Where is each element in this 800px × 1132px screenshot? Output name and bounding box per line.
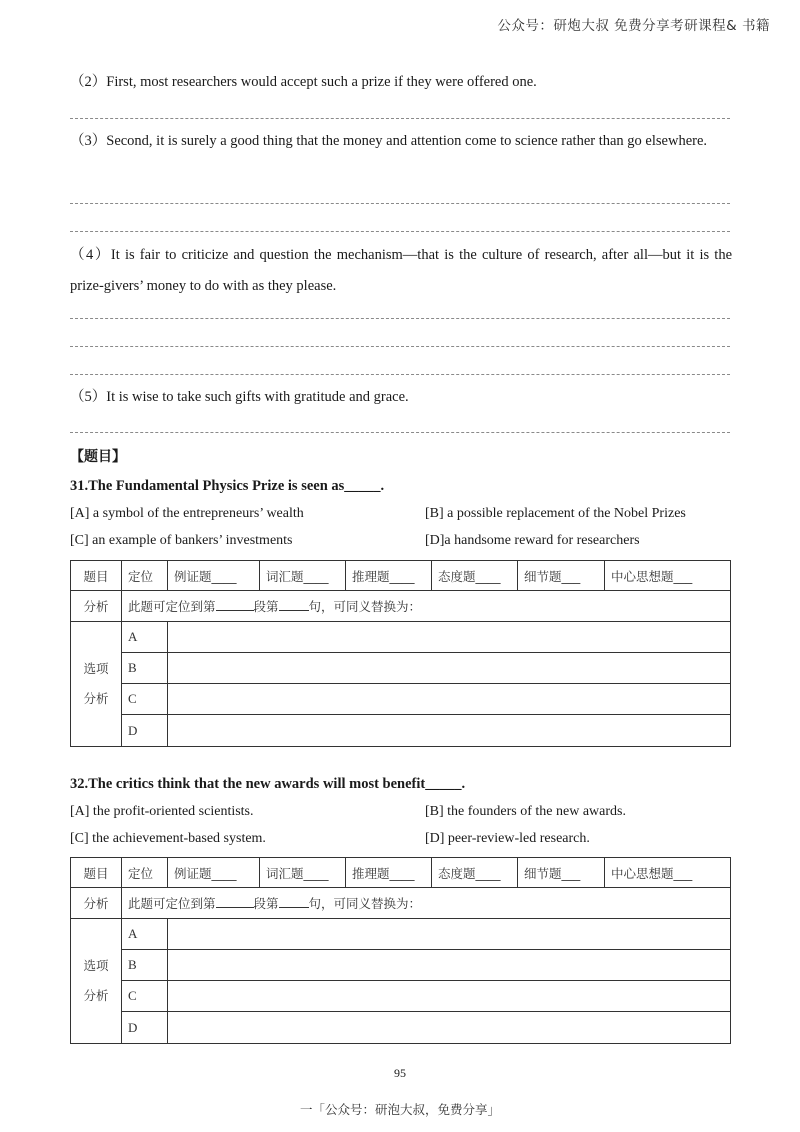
blank-line — [70, 318, 730, 319]
sentence-text: It is wise to take such gifts with gratitude and grace. — [106, 389, 409, 405]
label-fenxi: 分析 — [83, 988, 109, 1003]
option-letter-a: A — [122, 622, 168, 653]
sentence-2 — [70, 67, 732, 98]
type-main-idea: 中心思想题___ — [605, 561, 731, 591]
question-31-option-a: [A] a symbol of the entrepreneurs’ wealth — [70, 506, 304, 521]
section-tag: 【题目】 — [70, 449, 126, 465]
label-timu: 题目 — [71, 858, 122, 888]
blank-line — [70, 231, 730, 232]
locate-suffix: 句，可同义替换为： — [308, 599, 422, 614]
label-xuanxiang: 选项 — [83, 661, 109, 676]
question-31-option-c: [C] an example of bankers’ investments — [70, 533, 293, 548]
option-analysis-label — [71, 919, 122, 1044]
label-fenxi: 分析 — [71, 591, 122, 622]
blank-line — [70, 374, 730, 375]
type-main-idea: 中心思想题___ — [605, 858, 731, 888]
paragraph-blank[interactable] — [216, 610, 254, 611]
option-b-answer-cell[interactable] — [168, 653, 731, 684]
option-a-answer-cell[interactable] — [168, 622, 731, 653]
sentence-number: （4） — [70, 247, 111, 263]
locate-para: 段第 — [253, 599, 279, 614]
sentence-5 — [70, 382, 732, 413]
option-a-answer-cell[interactable] — [168, 919, 731, 950]
label-fenxi: 分析 — [71, 888, 122, 919]
option-letter-a: A — [122, 919, 168, 950]
locate-prefix: 此题可定位到第 — [128, 599, 216, 614]
locate-para: 段第 — [253, 896, 279, 911]
type-vocabulary: 词汇题____ — [260, 858, 346, 888]
type-attitude: 态度题____ — [432, 561, 518, 591]
option-analysis-label — [71, 622, 122, 747]
question-31-title: 31.The Fundamental Physics Prize is seen as_____. — [70, 478, 385, 494]
option-c-answer-cell[interactable] — [168, 981, 731, 1012]
locate-instruction — [122, 591, 731, 622]
question-32-option-a: [A] the profit-oriented scientists. — [70, 804, 254, 819]
question-32-title: 32.The critics think that the new awards will most benefit_____. — [70, 776, 466, 792]
question-32-option-d: [D] peer-review-led research. — [425, 831, 590, 846]
type-inference: 推理题____ — [346, 858, 432, 888]
sentence-4 — [70, 240, 732, 302]
sentence-blank[interactable] — [279, 610, 309, 611]
question-32-option-b: [B] the founders of the new awards. — [425, 804, 626, 819]
option-letter-b: B — [122, 950, 168, 981]
sentence-number: （3） — [70, 133, 107, 149]
type-detail: 细节题___ — [518, 858, 605, 888]
sentence-3 — [70, 126, 732, 157]
analysis-table-31 — [70, 560, 731, 747]
type-vocabulary: 词汇题____ — [260, 561, 346, 591]
locate-prefix: 此题可定位到第 — [128, 896, 216, 911]
page-footer: 一「公众号：研泡大叔，免费分享」 — [299, 1102, 500, 1117]
page-number: 95 — [394, 1066, 406, 1080]
locate-suffix: 句，可同义替换为： — [308, 896, 422, 911]
option-letter-d: D — [122, 715, 168, 747]
blank-line — [70, 346, 730, 347]
option-c-answer-cell[interactable] — [168, 684, 731, 715]
label-fenxi: 分析 — [83, 691, 109, 706]
type-example: 例证题____ — [168, 561, 260, 591]
type-attitude: 态度题____ — [432, 858, 518, 888]
sentence-number: （2） — [70, 74, 107, 90]
option-d-answer-cell[interactable] — [168, 1012, 731, 1044]
option-letter-c: C — [122, 684, 168, 715]
page-header: 公众号：研炮大叔 免费分享考研课程& 书籍 — [497, 18, 770, 34]
blank-line — [70, 432, 730, 433]
option-letter-c: C — [122, 981, 168, 1012]
option-b-answer-cell[interactable] — [168, 950, 731, 981]
label-dingwei: 定位 — [122, 858, 168, 888]
option-letter-b: B — [122, 653, 168, 684]
label-timu: 题目 — [71, 561, 122, 591]
sentence-blank[interactable] — [279, 907, 309, 908]
sentence-number: （5） — [70, 389, 107, 405]
label-xuanxiang: 选项 — [83, 958, 109, 973]
blank-line — [70, 118, 730, 119]
question-32-option-c: [C] the achievement-based system. — [70, 831, 266, 846]
question-31-option-b: [B] a possible replacement of the Nobel Prizes — [425, 506, 686, 521]
type-inference: 推理题____ — [346, 561, 432, 591]
paragraph-blank[interactable] — [216, 907, 254, 908]
blank-line — [70, 203, 730, 204]
type-example: 例证题____ — [168, 858, 260, 888]
sentence-text: Second, it is surely a good thing that the money and attention come to science rather than go elsewhere. — [106, 133, 708, 149]
locate-instruction — [122, 888, 731, 919]
sentence-text: First, most researchers would accept such a prize if they were offered one. — [106, 74, 537, 90]
option-d-answer-cell[interactable] — [168, 715, 731, 747]
label-dingwei: 定位 — [122, 561, 168, 591]
sentence-text: It is fair to criticize and question the mechanism—that is the culture of research, after all—but it is the prize-givers’ money to do with as they please. — [70, 247, 733, 294]
question-31-option-d: [D]a handsome reward for researchers — [425, 533, 640, 548]
analysis-table-32 — [70, 857, 731, 1044]
option-letter-d: D — [122, 1012, 168, 1044]
type-detail: 细节题___ — [518, 561, 605, 591]
